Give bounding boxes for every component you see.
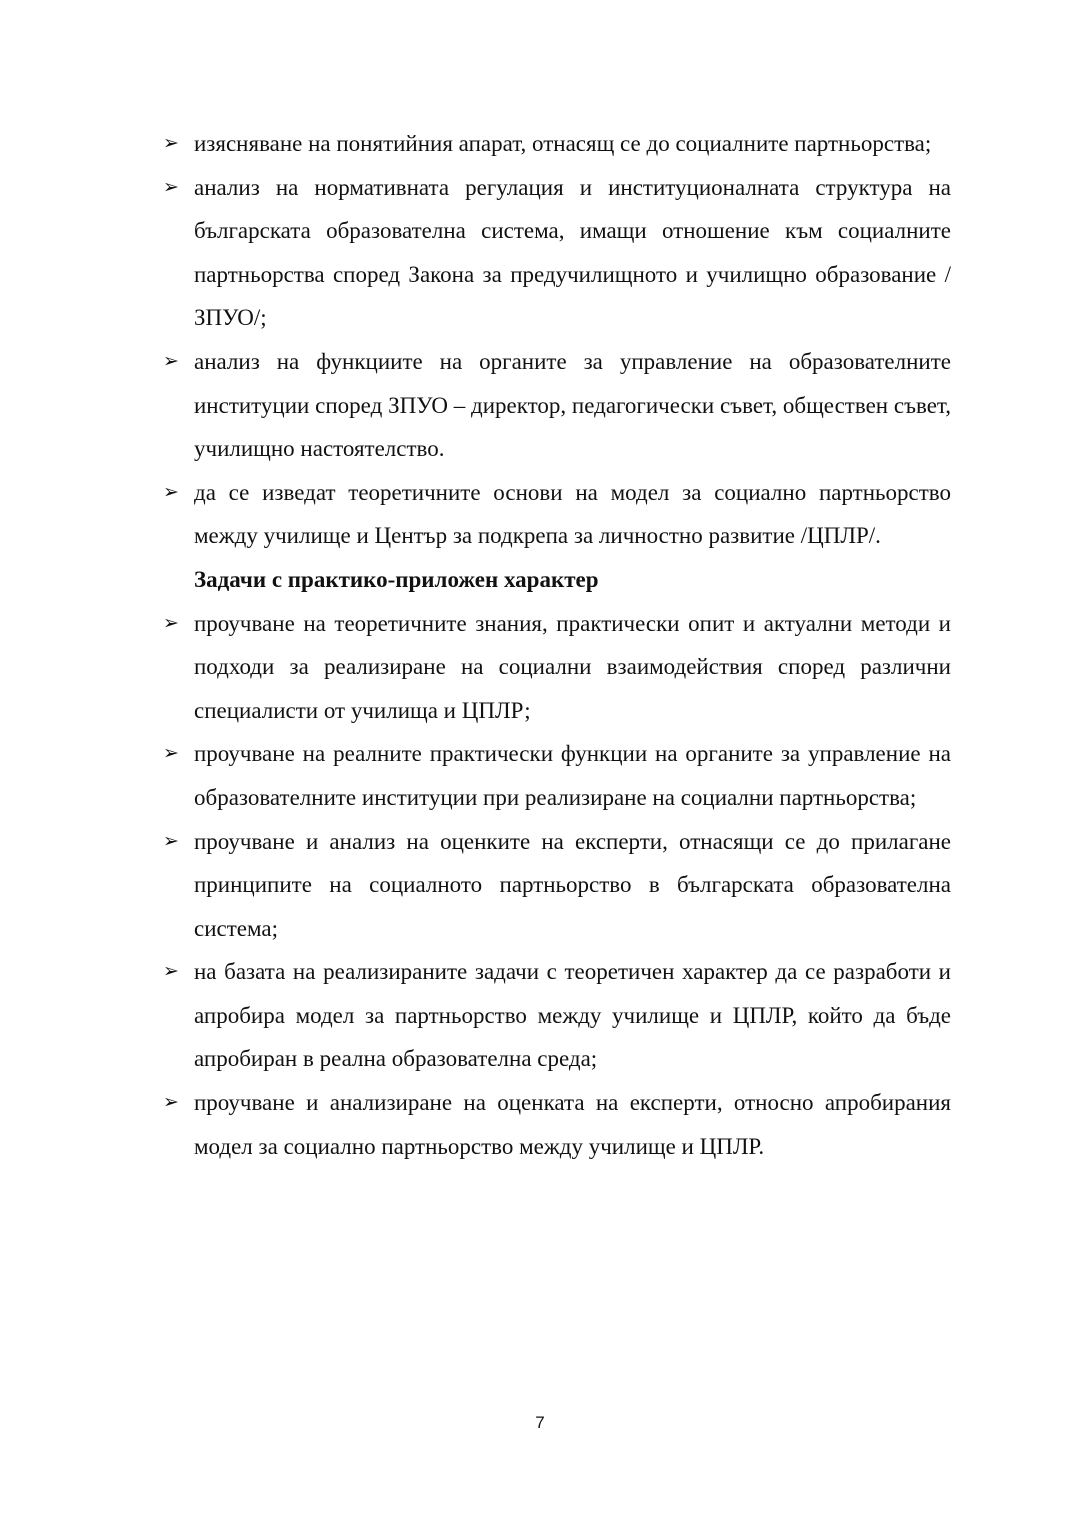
list-item [163,340,951,471]
arrow-bullet-icon: ➢ [163,349,179,372]
list-item-text: на базата на реализираните задачи с теоретичен характер да се разработи и апробира модел за партньорство между училище и ЦПЛР, който да бъде апробиран в реална образователна среда; [194,959,951,1072]
list-item-text: анализ на нормативната регулация и институционалната структура на българската образователна система, имащи отношение към социалните партньорства според Закона за предучилищното и училищно образование /ЗПУО/; [194,174,951,331]
page-content [163,122,951,1168]
list-item [163,732,951,819]
arrow-bullet-icon: ➢ [163,742,179,765]
arrow-bullet-icon: ➢ [163,1091,179,1114]
list-item [163,471,951,558]
list-item [163,1081,951,1168]
list-item-text: проучване на теоретичните знания, практически опит и актуални методи и подходи за реализиране на социални взаимодействия според различни специалисти от училища и ЦПЛР; [194,610,951,723]
arrow-bullet-icon: ➢ [163,175,179,198]
list-item-text: проучване и анализ на оценките на експерти, отнасящи се до прилагане принципите на социалното партньорство в българската образователна система; [194,828,951,941]
list-item-text: изясняване на понятийния апарат, отнасящ се до социалните партньорства; [194,131,932,156]
page-number: 7 [535,1413,545,1432]
list-item [163,122,951,166]
list-item [163,602,951,733]
list-item [163,820,951,951]
list-item-text: анализ на функциите на органите за управление на образователните институции според ЗПУО – директор, педагогически съвет, обществен съвет, училищно настоятелство. [194,348,951,462]
arrow-bullet-icon: ➢ [163,480,179,503]
arrow-bullet-icon: ➢ [163,611,179,634]
list-item [163,166,951,340]
list-item-text: проучване на реалните практически функции на органите за управление на образователните институции при реализиране на социални партньорства; [194,741,951,810]
section-heading: Задачи с практико-приложен характер [194,566,599,592]
arrow-bullet-icon: ➢ [163,829,179,852]
list-item [163,950,951,1081]
list-item-text: да се изведат теоретичните основи на модел за социално партньорство между училище и Център за подкрепа за личностно развитие /ЦПЛР/. [194,479,951,549]
arrow-bullet-icon: ➢ [163,960,179,983]
arrow-bullet-icon: ➢ [163,132,179,154]
list-item-text: проучване и анализиране на оценката на експерти, относно апробирания модел за социално партньорство между училище и ЦПЛР. [194,1090,951,1159]
